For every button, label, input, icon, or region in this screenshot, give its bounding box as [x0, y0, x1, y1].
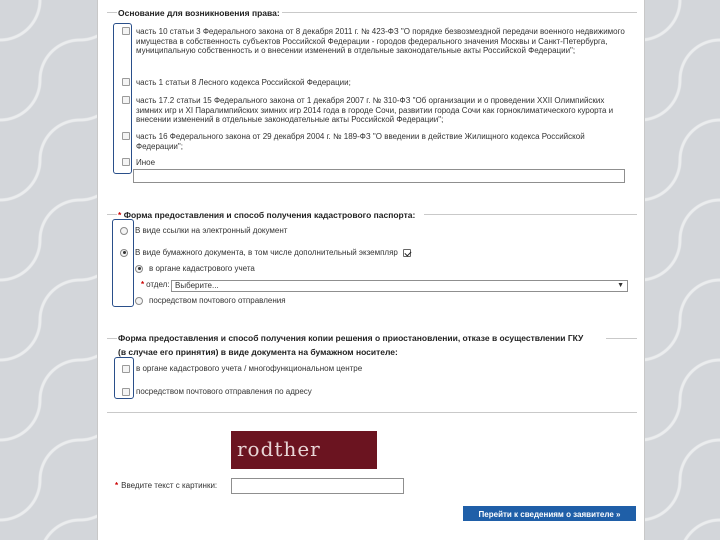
section-divider	[424, 214, 637, 215]
office-label: отдел:	[146, 280, 170, 289]
section-divider	[107, 412, 637, 413]
highlight-frame	[114, 357, 134, 399]
list-item	[122, 158, 632, 168]
section-divider	[107, 214, 117, 215]
captcha-image	[231, 431, 377, 469]
ground-label-4: часть 16 Федерального закона от 29 декабря 2004 г. № 189-ФЗ "О введении в действие Жилищного кодекса Российской Федерации";	[136, 132, 585, 151]
highlight-frame	[113, 23, 132, 174]
post-radio[interactable]	[135, 297, 143, 305]
captcha-input[interactable]	[231, 478, 404, 494]
extra-copy-checkbox[interactable]	[403, 249, 411, 257]
list-item	[122, 387, 312, 397]
chevron-down-icon: ▼	[617, 282, 624, 289]
required-mark: *	[141, 280, 145, 290]
next-step-button[interactable]: Перейти к сведениям о заявителе »	[463, 506, 636, 521]
section-divider	[606, 338, 637, 339]
office-row	[141, 280, 170, 290]
ground-label-other: Иное	[136, 158, 156, 167]
list-item	[122, 27, 632, 56]
ground-label-2: часть 1 статьи 8 Лесного кодекса Российской Федерации;	[136, 78, 351, 87]
list-item	[135, 264, 255, 274]
ground-label-3: часть 17.2 статьи 15 Федерального закона от 1 декабря 2007 г. № 310-ФЗ "Об организации и о проведении XXII Олимпийских зимних игр и XI Паралимпийских зимних игр 2014 года в городе Сочи, развитии города Сочи как горноклиматического курорта и внесении изменений в отдельные законодательные акты Российской Федерации";	[136, 96, 614, 124]
ground-label-1: часть 10 статьи 3 Федерального закона от 8 декабря 2011 г. № 423-ФЗ "О порядке безвозмездной передачи военного недвижимого имущества в собственность субъектов Российской Федерации - городов федерального значения Москвы и Санкт-Петербурга, муниципальную собственность и о внесении изменений в отдельные законодательные акты Российской Федерации";	[136, 27, 625, 55]
captcha-row	[115, 481, 217, 491]
office-select[interactable]	[171, 280, 628, 292]
list-item	[122, 132, 632, 151]
grounds-section-title: Основание для возникновения права:	[118, 8, 280, 18]
required-mark: *	[118, 210, 122, 220]
required-mark: *	[115, 481, 119, 491]
list-item	[135, 296, 286, 306]
electronic-doc-label: В виде ссылки на электронный документ	[135, 226, 288, 235]
decision-office-label: в органе кадастрового учета / многофункциональном центре	[136, 364, 363, 373]
list-item	[120, 248, 411, 258]
list-item	[122, 78, 632, 88]
decision-post-label: посредством почтового отправления по адресу	[136, 387, 312, 396]
other-ground-input[interactable]	[133, 169, 625, 183]
in-office-label: в органе кадастрового учета	[149, 264, 255, 273]
list-item	[120, 226, 287, 236]
section-divider	[107, 12, 117, 13]
decision-section-title: Форма предоставления и способ получения копии решения о приостановлении, отказе в осуществлении ГКУ	[118, 333, 584, 343]
passport-section-title	[118, 210, 415, 220]
section-divider	[107, 338, 117, 339]
passport-section-title-text: Форма предоставления и способ получения кадастрового паспорта:	[123, 210, 416, 220]
form-panel	[97, 0, 645, 540]
list-item	[122, 96, 632, 125]
decision-section-subtitle: (в случае его принятия) в виде документа на бумажном носителе:	[118, 347, 398, 357]
list-item	[122, 364, 362, 374]
paper-doc-label: В виде бумажного документа, в том числе дополнительный экземпляр	[135, 248, 398, 257]
captcha-image-text: rodther	[237, 437, 321, 461]
captcha-label: Введите текст с картинки:	[121, 481, 218, 490]
in-office-radio[interactable]	[135, 265, 143, 273]
section-divider	[282, 12, 637, 13]
post-label: посредством почтового отправления	[149, 296, 286, 305]
office-select-value: Выберите...	[175, 281, 219, 290]
highlight-frame	[112, 219, 134, 307]
